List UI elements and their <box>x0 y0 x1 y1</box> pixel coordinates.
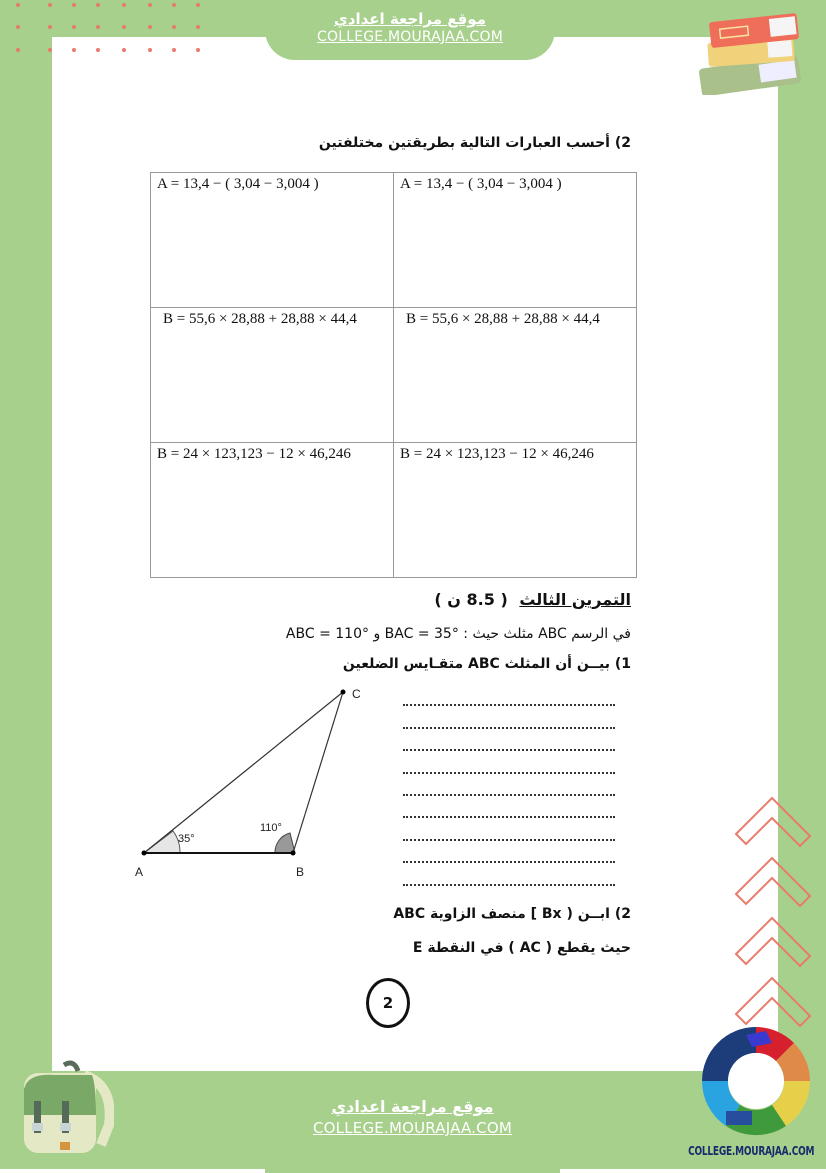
vertex-b-label: B <box>296 865 305 879</box>
table-cell[interactable]: B = 24 × 123,123 − 12 × 46,246 <box>394 443 637 578</box>
site-logo-icon <box>694 1023 818 1141</box>
exercise3-q2-line1: 2) ابــن ( Bx ] منصف الزاوية ABC <box>393 906 631 922</box>
angle-b-label: 110° <box>260 822 282 834</box>
exercise3-heading <box>434 590 631 609</box>
vertex-a-label: A <box>135 865 144 879</box>
table-cell[interactable]: B = 24 × 123,123 − 12 × 46,246 <box>151 443 394 578</box>
exercise3-q1: 1) بيــن أن المثلث ABC متقـايس الضلعين <box>342 656 631 672</box>
site-name-ar: موقع مراجعة اعدادي <box>334 10 486 28</box>
footer-site-name-ar: موقع مراجعة اعدادي <box>331 1097 494 1116</box>
frame-left <box>0 0 52 1169</box>
footer-site-url[interactable]: COLLEGE.MOURAJAA.COM <box>313 1119 512 1137</box>
footer-banner <box>265 1073 560 1173</box>
table-cell[interactable]: B = 55,6 × 28,88 + 28,88 × 44,4 <box>151 308 394 443</box>
vertex-c-label: C <box>352 687 361 701</box>
table-cell[interactable]: A = 13,4 − ( 3,04 − 3,004 ) <box>151 173 394 308</box>
exercise2-question: 2) أحسب العبارات التالية بطريقتين مختلفتين <box>318 135 631 151</box>
answer-lines[interactable] <box>403 684 615 886</box>
header-banner <box>265 0 555 60</box>
angle-a-label: 35° <box>178 833 195 845</box>
exercise3-q2-line2: حيث يقطع ( AC ) في النقطة E <box>412 940 631 956</box>
exercise3-points: ( 8.5 ن ) <box>434 590 508 609</box>
table-row <box>151 308 637 443</box>
calculation-table <box>150 172 637 578</box>
triangle-figure <box>130 680 380 880</box>
page-number: 2 <box>366 978 410 1028</box>
table-row <box>151 173 637 308</box>
logo-url-text[interactable]: COLLEGE.MOURAJAA.COM <box>687 1144 814 1158</box>
table-row <box>151 443 637 578</box>
backpack-icon <box>14 1055 114 1155</box>
chevron-decorations-icon <box>732 792 822 1032</box>
table-cell[interactable]: A = 13,4 − ( 3,04 − 3,004 ) <box>394 173 637 308</box>
exercise3-statement: في الرسم ABC مثلث حيث : BAC = 35° و ABC = 110° <box>285 626 631 642</box>
site-url[interactable]: COLLEGE.MOURAJAA.COM <box>317 29 503 45</box>
exercise3-title: التمرين الثالث <box>519 590 631 609</box>
table-cell[interactable]: B = 55,6 × 28,88 + 28,88 × 44,4 <box>394 308 637 443</box>
books-icon <box>690 10 810 95</box>
